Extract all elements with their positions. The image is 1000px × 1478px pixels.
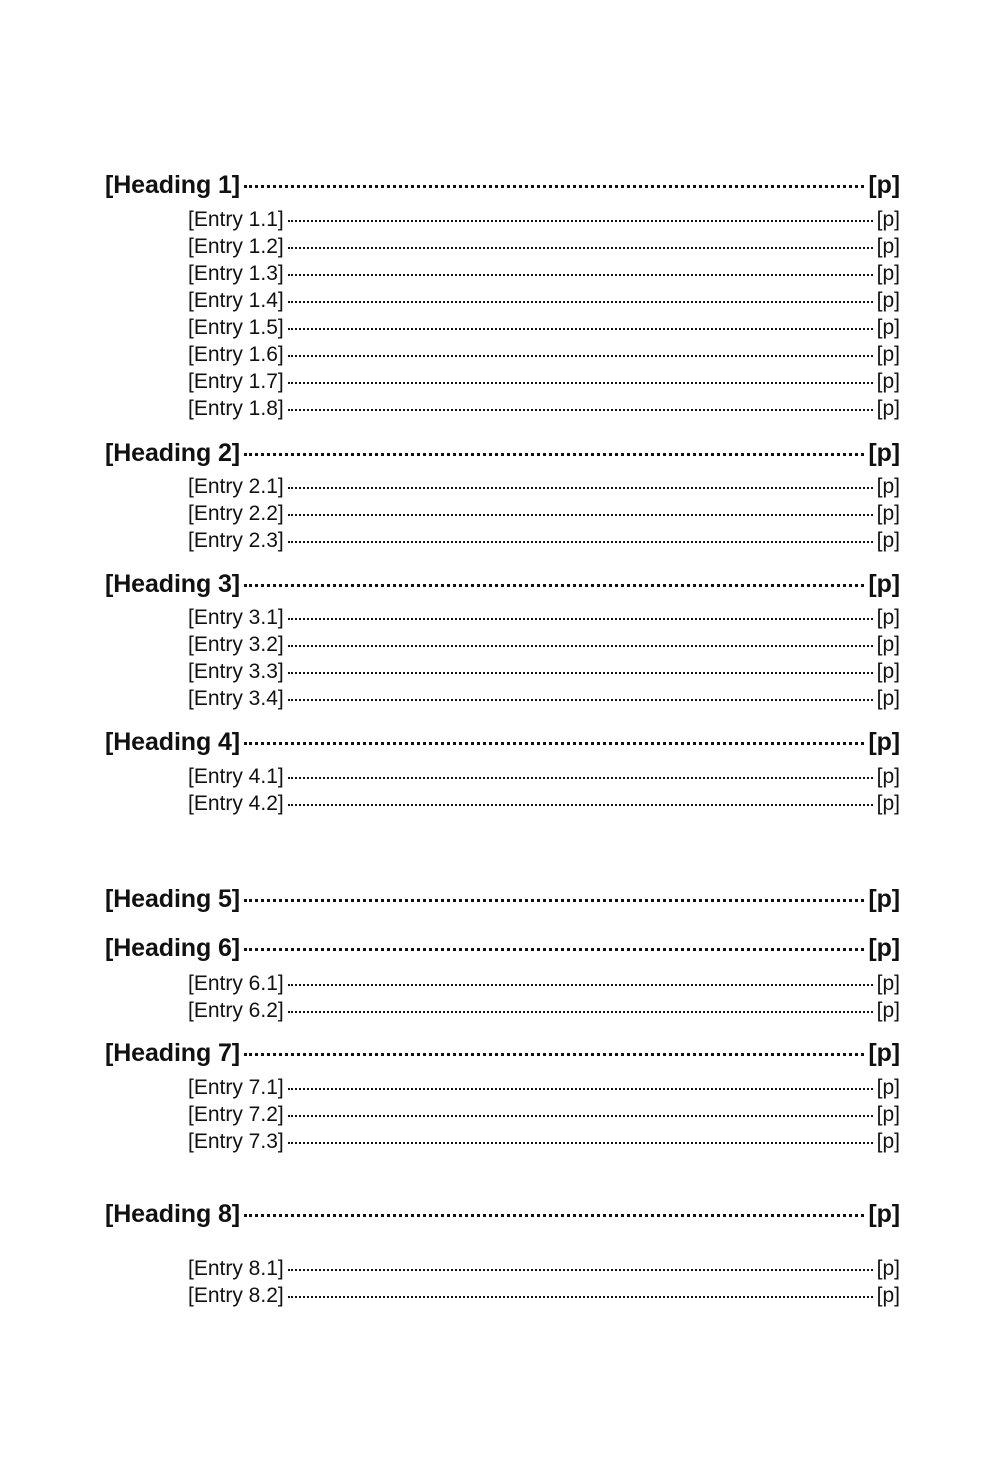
toc-page-number: [p] [876,208,900,231]
dot-leader [288,408,873,411]
dot-leader [288,644,873,647]
toc-page-number: [p] [868,1039,900,1067]
toc-heading-title: [Heading 6] [105,934,241,962]
dot-leader [244,1213,864,1217]
toc-entry-6-1[interactable] [188,972,900,999]
toc-entry-title: [Entry 2.1] [188,475,284,498]
toc-page-number: [p] [876,1284,900,1307]
toc-heading-title: [Heading 3] [105,570,241,598]
toc-heading-3[interactable] [105,570,900,606]
toc-entry-1-7[interactable] [188,370,900,397]
toc-entry-title: [Entry 6.2] [188,999,284,1022]
dot-leader [288,983,873,986]
toc-entry-2-2[interactable] [188,502,900,529]
toc-page-number: [p] [876,289,900,312]
toc-entry-1-8[interactable] [188,397,900,424]
dot-leader [288,1295,873,1298]
toc-entry-title: [Entry 4.1] [188,765,284,788]
toc-entry-title: [Entry 8.1] [188,1257,284,1280]
toc-entry-2-3[interactable] [188,529,900,556]
dot-leader [288,486,873,489]
toc-page-number: [p] [876,370,900,393]
toc-page-number: [p] [868,728,900,756]
toc-heading-5[interactable] [105,885,900,921]
dot-leader [288,219,873,222]
dot-leader [288,354,873,357]
toc-entry-2-1[interactable] [188,475,900,502]
toc-page-number: [p] [868,885,900,913]
toc-entry-title: [Entry 1.1] [188,208,284,231]
dot-leader [244,898,864,902]
toc-entry-title: [Entry 7.1] [188,1076,284,1099]
toc-entry-title: [Entry 2.2] [188,502,284,525]
toc-entry-title: [Entry 8.2] [188,1284,284,1307]
dot-leader [288,1141,873,1144]
toc-page-number: [p] [868,171,900,199]
toc-entry-title: [Entry 1.6] [188,343,284,366]
document-title [0,0,1,1]
toc-heading-2[interactable] [105,439,900,475]
toc-page-number: [p] [876,687,900,710]
toc-page-number: [p] [876,475,900,498]
dot-leader [288,1010,873,1013]
dot-leader [288,671,873,674]
dot-leader [244,947,864,951]
dot-leader [288,1114,873,1117]
toc-entry-6-2[interactable] [188,999,900,1026]
dot-leader [288,300,873,303]
toc-page-number: [p] [876,262,900,285]
toc-page-number: [p] [876,397,900,420]
toc-entry-1-4[interactable] [188,289,900,316]
dot-leader [244,583,864,587]
toc-entry-1-6[interactable] [188,343,900,370]
toc-heading-title: [Heading 5] [105,885,241,913]
toc-heading-4[interactable] [105,728,900,764]
toc-page-number: [p] [868,570,900,598]
toc-entry-title: [Entry 4.2] [188,792,284,815]
toc-page-number: [p] [876,343,900,366]
toc-entry-7-1[interactable] [188,1076,900,1103]
toc-entry-title: [Entry 7.2] [188,1103,284,1126]
toc-page-number: [p] [876,1103,900,1126]
toc-entry-1-5[interactable] [188,316,900,343]
toc-heading-title: [Heading 8] [105,1200,241,1228]
toc-entry-title: [Entry 1.8] [188,397,284,420]
dot-leader [288,381,873,384]
toc-entry-3-2[interactable] [188,633,900,660]
dot-leader [244,452,864,456]
toc-heading-7[interactable] [105,1039,900,1075]
toc-entry-3-4[interactable] [188,687,900,714]
dot-leader [288,246,873,249]
dot-leader [244,184,864,188]
toc-entry-title: [Entry 1.3] [188,262,284,285]
toc-heading-title: [Heading 7] [105,1039,241,1067]
toc-entry-title: [Entry 6.1] [188,972,284,995]
dot-leader [288,1087,873,1090]
dot-leader [288,803,873,806]
toc-page-number: [p] [876,633,900,656]
toc-page-number: [p] [876,1257,900,1280]
toc-page-number: [p] [876,765,900,788]
toc-entry-title: [Entry 3.4] [188,687,284,710]
toc-page-number: [p] [876,660,900,683]
dot-leader [288,617,873,620]
toc-entry-title: [Entry 3.3] [188,660,284,683]
dot-leader [244,1052,864,1056]
dot-leader [244,741,864,745]
toc-entry-3-3[interactable] [188,660,900,687]
toc-entry-3-1[interactable] [188,606,900,633]
toc-heading-6[interactable] [105,934,900,970]
toc-entry-1-2[interactable] [188,235,900,262]
toc-entry-4-1[interactable] [188,765,900,792]
toc-entry-7-3[interactable] [188,1130,900,1157]
dot-leader [288,776,873,779]
toc-page-number: [p] [876,999,900,1022]
toc-heading-title: [Heading 4] [105,728,241,756]
toc-page-number: [p] [868,934,900,962]
toc-entry-8-2[interactable] [188,1284,900,1311]
toc-entry-title: [Entry 1.5] [188,316,284,339]
toc-page-number: [p] [876,235,900,258]
toc-heading-8[interactable] [105,1200,900,1236]
toc-page-number: [p] [876,792,900,815]
toc-entry-title: [Entry 2.3] [188,529,284,552]
dot-leader [288,698,873,701]
dot-leader [288,327,873,330]
dot-leader [288,540,873,543]
toc-page-number: [p] [876,1076,900,1099]
toc-page-number: [p] [876,1130,900,1153]
toc-entry-1-3[interactable] [188,262,900,289]
toc-entry-title: [Entry 1.2] [188,235,284,258]
toc-entry-1-1[interactable] [188,208,900,235]
toc-page-number: [p] [876,502,900,525]
toc-entry-title: [Entry 7.3] [188,1130,284,1153]
dot-leader [288,273,873,276]
toc-entry-7-2[interactable] [188,1103,900,1130]
toc-page-number: [p] [868,439,900,467]
toc-page-number: [p] [876,606,900,629]
toc-entry-title: [Entry 1.4] [188,289,284,312]
toc-entry-8-1[interactable] [188,1257,900,1284]
toc-page-number: [p] [876,972,900,995]
toc-heading-title: [Heading 2] [105,439,241,467]
toc-page-number: [p] [876,316,900,339]
toc-page-number: [p] [868,1200,900,1228]
toc-entry-title: [Entry 1.7] [188,370,284,393]
toc-entry-4-2[interactable] [188,792,900,819]
toc-heading-title: [Heading 1] [105,171,241,199]
dot-leader [288,1268,873,1271]
toc-entry-title: [Entry 3.1] [188,606,284,629]
toc-entry-title: [Entry 3.2] [188,633,284,656]
dot-leader [288,513,873,516]
toc-page-number: [p] [876,529,900,552]
toc-heading-1[interactable] [105,171,900,207]
